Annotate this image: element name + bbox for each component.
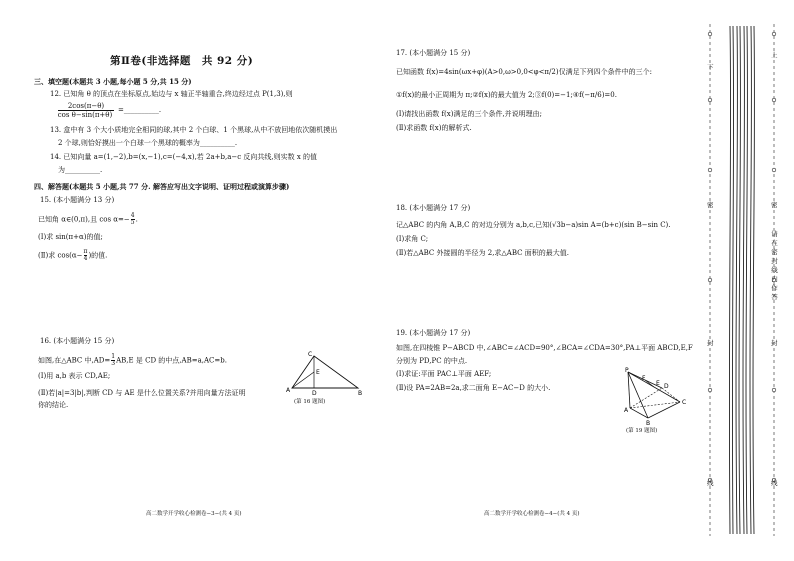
q19-pyramid-figure (618, 366, 688, 426)
q14-line1: 14. 已知向量 a=(1,−2),b=(x,−1),c=(−4,x),若 2a+b,a−c 反向共线,则实数 x 的值 (50, 153, 318, 161)
q16-part1: (Ⅰ)用 a,b 表示 CD,AE; (38, 372, 111, 380)
q16-label-a: A (286, 387, 291, 394)
q15-stem: 已知角 α∈(0,π),且 cos α=− $\frac{4}{5}$ . (38, 212, 138, 226)
q15-part1: (Ⅰ)求 sin(π+α)的值; (38, 233, 103, 241)
margin-word-right-1: 上 (771, 51, 778, 59)
q12-line1: 12. 已知角 θ 的顶点在坐标原点,始边与 x 轴正半轴重合,终边经过点 P(1,3),则 (50, 90, 293, 98)
q17-conditions: ①f(x)的最小正周期为 π;②f(x)的最大值为 2;③f(0)=−1;④f(−π/6)=0. (396, 91, 617, 99)
q19-head: 19. (本小题满分 17 分) (396, 329, 471, 337)
left-footer: 高二数学开学收心检测卷−3−(共 4 页) (146, 511, 242, 517)
q16-part2: (Ⅱ)若|a|=3|b|,判断 CD 与 AE 是什么位置关系?并用向量方法证明 (38, 389, 246, 397)
q16-label-c: C (308, 351, 313, 358)
q15-part2: (Ⅱ)求 cos(α− $\frac{\pi}{4}$ )的值. (38, 248, 108, 262)
q19-label-p: P (625, 367, 629, 374)
q18-stem: 记△ABC 的内角 A,B,C 的对边分别为 a,b,c,已知(√3b−a)sin A=(b+c)(sin B−sin C). (396, 221, 671, 229)
q19-label-d: D (664, 383, 669, 390)
q16-label-e: E (316, 369, 320, 376)
q13-line1: 13. 盒中有 3 个大小质地完全相同的球,其中 2 个白球、1 个黑球,从中不放回地依次随机摸出 (50, 126, 338, 134)
q19-label-f: F (642, 375, 646, 382)
q18-head: 18. (本小题满分 17 分) (396, 204, 471, 212)
q16-head: 16. (本小题满分 15 分) (40, 337, 115, 345)
q12-answer-blank: =__________. (118, 106, 162, 114)
q17-part2: (Ⅱ)求函数 f(x)的解析式. (396, 124, 472, 132)
margin-word-left-2: 密 (707, 201, 714, 209)
margin-word-right-3: 封 (771, 339, 778, 347)
q17-part1: (Ⅰ)请找出函数 f(x)满足的三个条件,并说明理由; (396, 110, 543, 118)
margin-word-right-4: 线 (771, 479, 778, 487)
margin-word-left-1: 下 (707, 63, 714, 71)
q19-label-a: A (624, 407, 629, 414)
section4-header: 四、解答题(本题共 5 小题,共 77 分. 解答应写出文字说明、证明过程或演算步骤) (34, 182, 290, 191)
q13-line2: 2 个球,则恰好摸出一个白球一个黑球的概率为__________. (58, 139, 238, 147)
q19-part2: (Ⅱ)设 PA=2AB=2a,求二面角 E−AC−D 的大小. (396, 384, 551, 392)
margin-word-left-3: 封 (707, 339, 714, 347)
q14-line2: 为__________. (58, 166, 103, 174)
q19-label-c: C (682, 399, 687, 406)
q16-triangle-figure (286, 350, 364, 396)
q17-stem: 已知函数 f(x)=4sin(ωx+φ)(A>0,ω>0,0<φ<π/2)仅满足下列四个条件中的三个: (396, 68, 652, 76)
q19-stem: 如图,在四棱锥 P−ABCD 中,∠ABC=∠ACD=90°,∠BCA=∠CDA=30°,PA⊥平面 ABCD,E,F (396, 344, 693, 352)
q18-part1: (Ⅰ)求角 C; (396, 235, 429, 243)
margin-word-right-2: 密 (771, 201, 778, 209)
margin-word-left-4: 线 (707, 479, 714, 487)
q19-figure-caption: (第 19 题图) (626, 428, 658, 434)
q16-stem: 如图,在△ABC 中,AD= $\frac{1}{3}$ AB,E 是 CD 的中点,AB=a,AC=b. (38, 353, 227, 367)
q17-head: 17. (本小题满分 15 分) (396, 49, 471, 57)
q19-label-b: B (646, 420, 651, 426)
q16-part2-cont: 你的结论. (38, 401, 69, 409)
q12-denominator: cos θ−sin(π+θ) (57, 111, 113, 119)
right-footer: 高二数学开学收心检测卷−4−(共 4 页) (484, 511, 580, 517)
q12-numerator: 2cos(π−θ) (58, 102, 114, 111)
q16-label-b: B (358, 390, 363, 396)
q19-part1: (Ⅰ)求证:平面 PAC⊥平面 AEF; (396, 370, 492, 378)
page-title: 第Ⅱ卷(非选择题 共 92 分) (110, 55, 254, 67)
q19-label-e: E (656, 380, 660, 387)
q16-label-d: D (312, 390, 317, 396)
q18-part2: (Ⅱ)若△ABC 外接圆的半径为 2,求△ABC 面积的最大值. (396, 249, 569, 257)
margin-instruction: 请在密封线内作答 (771, 230, 778, 301)
q19-stem-cont: 分别为 PD,PC 的中点. (396, 357, 468, 365)
q15-head: 15. (本小题满分 13 分) (40, 196, 115, 204)
section3-header: 三、填空题(本题共 3 小题,每小题 5 分,共 15 分) (34, 77, 192, 86)
q16-figure-caption: (第 16 题图) (294, 399, 326, 405)
